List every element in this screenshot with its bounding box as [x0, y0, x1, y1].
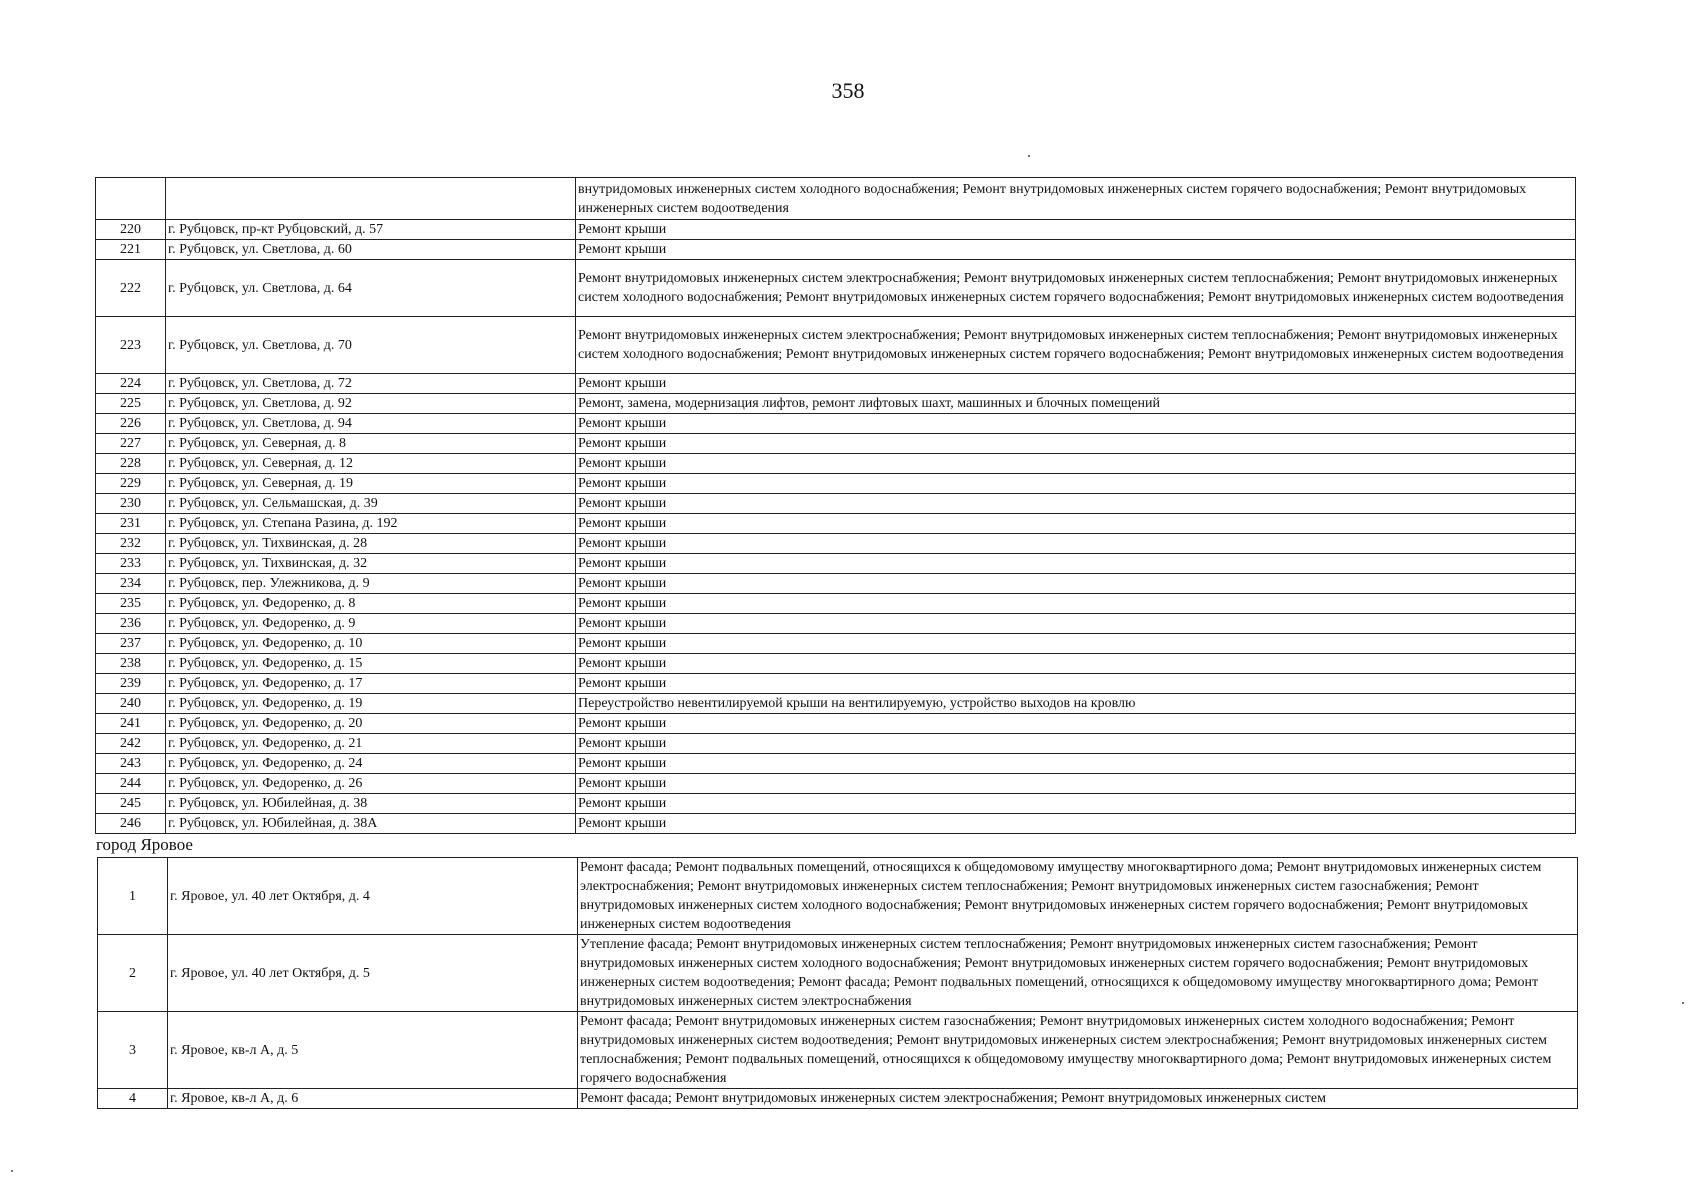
works-cell: Ремонт крыши [576, 574, 1576, 594]
table-row [96, 614, 1576, 634]
address-cell: г. Рубцовск, ул. Северная, д. 8 [166, 434, 576, 454]
address-cell: г. Рубцовск, ул. Федоренко, д. 19 [166, 694, 576, 714]
address-cell: г. Яровое, ул. 40 лет Октября, д. 4 [168, 858, 578, 935]
row-number [96, 178, 166, 220]
works-cell: Ремонт крыши [576, 634, 1576, 654]
table-row [96, 734, 1576, 754]
table-row [98, 935, 1578, 1012]
works-cell: Переустройство невентилируемой крыши на вентилируемую, устройство выходов на кровлю [576, 694, 1576, 714]
row-number: 236 [96, 614, 166, 634]
row-number: 224 [96, 374, 166, 394]
works-cell: Ремонт крыши [576, 434, 1576, 454]
works-cell: Ремонт крыши [576, 754, 1576, 774]
row-number: 4 [98, 1089, 168, 1109]
works-cell: Ремонт фасада; Ремонт внутридомовых инженерных систем газоснабжения; Ремонт внутридомовых инженерных систем холодного водоснабжения; Ремонт внутридомовых инженерных систем водоотведения; Ремонт внутридомовых инженерных систем электроснабжения; Ремонт внутридомовых инженерных систем теплоснабжения; Ремонт подвальных помещений, относящихся к общедомовому имуществу многоквартирного дома; Ремонт внутридомовых инженерных систем горячего водоснабжения [578, 1012, 1578, 1089]
row-number: 246 [96, 814, 166, 834]
table-row [96, 814, 1576, 834]
page-number: 358 [831, 78, 865, 103]
row-number: 235 [96, 594, 166, 614]
works-cell: Ремонт фасада; Ремонт подвальных помещений, относящихся к общедомовому имуществу многоквартирного дома; Ремонт внутридомовых инженерных систем электроснабжения; Ремонт внутридомовых инженерных систем теплоснабжения; Ремонт внутридомовых инженерных систем газоснабжения; Ремонт внутридомовых инженерных систем холодного водоснабжения; Ремонт внутридомовых инженерных систем горячего водоснабжения; Ремонт внутридомовых инженерных систем водоотведения [578, 858, 1578, 935]
address-cell: г. Рубцовск, ул. Светлова, д. 70 [166, 317, 576, 374]
works-cell: Ремонт крыши [576, 454, 1576, 474]
address-cell: г. Рубцовск, ул. Тихвинская, д. 28 [166, 534, 576, 554]
table-row [96, 260, 1576, 317]
scan-speck [11, 1170, 13, 1172]
address-cell: г. Рубцовск, ул. Светлова, д. 64 [166, 260, 576, 317]
table-row [98, 858, 1578, 935]
table-row [96, 474, 1576, 494]
table-row [96, 394, 1576, 414]
works-cell: Ремонт крыши [576, 774, 1576, 794]
works-cell: Ремонт внутридомовых инженерных систем электроснабжения; Ремонт внутридомовых инженерных систем теплоснабжения; Ремонт внутридомовых инженерных систем холодного водоснабжения; Ремонт внутридомовых инженерных систем горячего водоснабжения; Ремонт внутридомовых инженерных систем водоотведения [576, 317, 1576, 374]
table-row [96, 534, 1576, 554]
address-cell: г. Рубцовск, ул. Северная, д. 19 [166, 474, 576, 494]
works-cell: Ремонт крыши [576, 494, 1576, 514]
row-number: 229 [96, 474, 166, 494]
works-cell: Ремонт крыши [576, 734, 1576, 754]
row-number: 239 [96, 674, 166, 694]
table-row [96, 714, 1576, 734]
row-number: 222 [96, 260, 166, 317]
address-cell [166, 178, 576, 220]
works-cell: Ремонт фасада; Ремонт внутридомовых инженерных систем электроснабжения; Ремонт внутридомовых инженерных систем [578, 1089, 1578, 1109]
works-cell: Ремонт крыши [576, 514, 1576, 534]
table-row [96, 178, 1576, 220]
scan-speck [1682, 1002, 1684, 1004]
row-number: 225 [96, 394, 166, 414]
row-number: 220 [96, 220, 166, 240]
address-cell: г. Рубцовск, ул. Юбилейная, д. 38 [166, 794, 576, 814]
works-cell: Ремонт крыши [576, 714, 1576, 734]
address-cell: г. Рубцовск, ул. Федоренко, д. 8 [166, 594, 576, 614]
table-row [96, 220, 1576, 240]
row-number: 2 [98, 935, 168, 1012]
row-number: 226 [96, 414, 166, 434]
table-row [96, 574, 1576, 594]
scan-speck [1028, 155, 1030, 157]
table-row [96, 240, 1576, 260]
address-cell: г. Рубцовск, ул. Сельмашская, д. 39 [166, 494, 576, 514]
row-number: 245 [96, 794, 166, 814]
row-number: 1 [98, 858, 168, 935]
row-number: 233 [96, 554, 166, 574]
table-row [96, 774, 1576, 794]
address-cell: г. Рубцовск, ул. Светлова, д. 72 [166, 374, 576, 394]
row-number: 240 [96, 694, 166, 714]
works-cell: внутридомовых инженерных систем холодного водоснабжения; Ремонт внутридомовых инженерных систем горячего водоснабжения; Ремонт внутридомовых инженерных систем водоотведения [576, 178, 1576, 220]
address-cell: г. Рубцовск, ул. Степана Разина, д. 192 [166, 514, 576, 534]
row-number: 232 [96, 534, 166, 554]
rubtsovsk-table [95, 177, 1576, 834]
works-cell: Ремонт крыши [576, 534, 1576, 554]
works-cell: Ремонт крыши [576, 474, 1576, 494]
address-cell: г. Рубцовск, ул. Светлова, д. 92 [166, 394, 576, 414]
table-row [98, 1012, 1578, 1089]
address-cell: г. Яровое, ул. 40 лет Октября, д. 5 [168, 935, 578, 1012]
works-cell: Ремонт крыши [576, 220, 1576, 240]
works-cell: Утепление фасада; Ремонт внутридомовых инженерных систем теплоснабжения; Ремонт внутридомовых инженерных систем газоснабжения; Ремонт внутридомовых инженерных систем холодного водоснабжения; Ремонт внутридомовых инженерных систем горячего водоснабжения; Ремонт внутридомовых инженерных систем водоотведения; Ремонт фасада; Ремонт подвальных помещений, относящихся к общедомовому имуществу многоквартирного дома; Ремонт внутридомовых инженерных систем электроснабжения [578, 935, 1578, 1012]
address-cell: г. Рубцовск, ул. Светлова, д. 60 [166, 240, 576, 260]
table-row [96, 454, 1576, 474]
works-cell: Ремонт крыши [576, 794, 1576, 814]
table-row [96, 514, 1576, 534]
table-row [96, 694, 1576, 714]
address-cell: г. Рубцовск, ул. Федоренко, д. 24 [166, 754, 576, 774]
row-number: 223 [96, 317, 166, 374]
works-cell: Ремонт крыши [576, 654, 1576, 674]
address-cell: г. Рубцовск, пр-кт Рубцовский, д. 57 [166, 220, 576, 240]
table-row [96, 634, 1576, 654]
table-row [96, 794, 1576, 814]
row-number: 241 [96, 714, 166, 734]
table-row [96, 434, 1576, 454]
row-number: 230 [96, 494, 166, 514]
row-number: 237 [96, 634, 166, 654]
table-row [96, 754, 1576, 774]
row-number: 221 [96, 240, 166, 260]
yarovoe-table [97, 857, 1578, 1109]
row-number: 227 [96, 434, 166, 454]
address-cell: г. Рубцовск, ул. Федоренко, д. 9 [166, 614, 576, 634]
address-cell: г. Рубцовск, ул. Юбилейная, д. 38А [166, 814, 576, 834]
address-cell: г. Рубцовск, ул. Федоренко, д. 21 [166, 734, 576, 754]
works-cell: Ремонт крыши [576, 554, 1576, 574]
works-cell: Ремонт внутридомовых инженерных систем электроснабжения; Ремонт внутридомовых инженерных систем теплоснабжения; Ремонт внутридомовых инженерных систем холодного водоснабжения; Ремонт внутридомовых инженерных систем горячего водоснабжения; Ремонт внутридомовых инженерных систем водоотведения [576, 260, 1576, 317]
address-cell: г. Рубцовск, ул. Федоренко, д. 17 [166, 674, 576, 694]
works-cell: Ремонт крыши [576, 594, 1576, 614]
address-cell: г. Рубцовск, пер. Улежникова, д. 9 [166, 574, 576, 594]
table-row [96, 674, 1576, 694]
works-cell: Ремонт крыши [576, 374, 1576, 394]
row-number: 3 [98, 1012, 168, 1089]
address-cell: г. Рубцовск, ул. Светлова, д. 94 [166, 414, 576, 434]
works-cell: Ремонт крыши [576, 240, 1576, 260]
address-cell: г. Рубцовск, ул. Федоренко, д. 10 [166, 634, 576, 654]
row-number: 234 [96, 574, 166, 594]
row-number: 228 [96, 454, 166, 474]
table-row [96, 594, 1576, 614]
row-number: 242 [96, 734, 166, 754]
works-cell: Ремонт крыши [576, 674, 1576, 694]
row-number: 231 [96, 514, 166, 534]
address-cell: г. Рубцовск, ул. Федоренко, д. 20 [166, 714, 576, 734]
address-cell: г. Яровое, кв-л А, д. 6 [168, 1089, 578, 1109]
address-cell: г. Рубцовск, ул. Северная, д. 12 [166, 454, 576, 474]
row-number: 243 [96, 754, 166, 774]
address-cell: г. Рубцовск, ул. Федоренко, д. 15 [166, 654, 576, 674]
table-row [96, 374, 1576, 394]
row-number: 238 [96, 654, 166, 674]
table-row [96, 494, 1576, 514]
works-cell: Ремонт крыши [576, 814, 1576, 834]
works-cell: Ремонт, замена, модернизация лифтов, ремонт лифтовых шахт, машинных и блочных помещений [576, 394, 1576, 414]
table-row [96, 654, 1576, 674]
row-number: 244 [96, 774, 166, 794]
table-row [96, 414, 1576, 434]
address-cell: г. Рубцовск, ул. Тихвинская, д. 32 [166, 554, 576, 574]
table-row [96, 554, 1576, 574]
works-cell: Ремонт крыши [576, 614, 1576, 634]
table-row [98, 1089, 1578, 1109]
address-cell: г. Яровое, кв-л А, д. 5 [168, 1012, 578, 1089]
table-row [96, 317, 1576, 374]
works-cell: Ремонт крыши [576, 414, 1576, 434]
address-cell: г. Рубцовск, ул. Федоренко, д. 26 [166, 774, 576, 794]
section-title-yarovoe: город Яровое [96, 835, 193, 854]
